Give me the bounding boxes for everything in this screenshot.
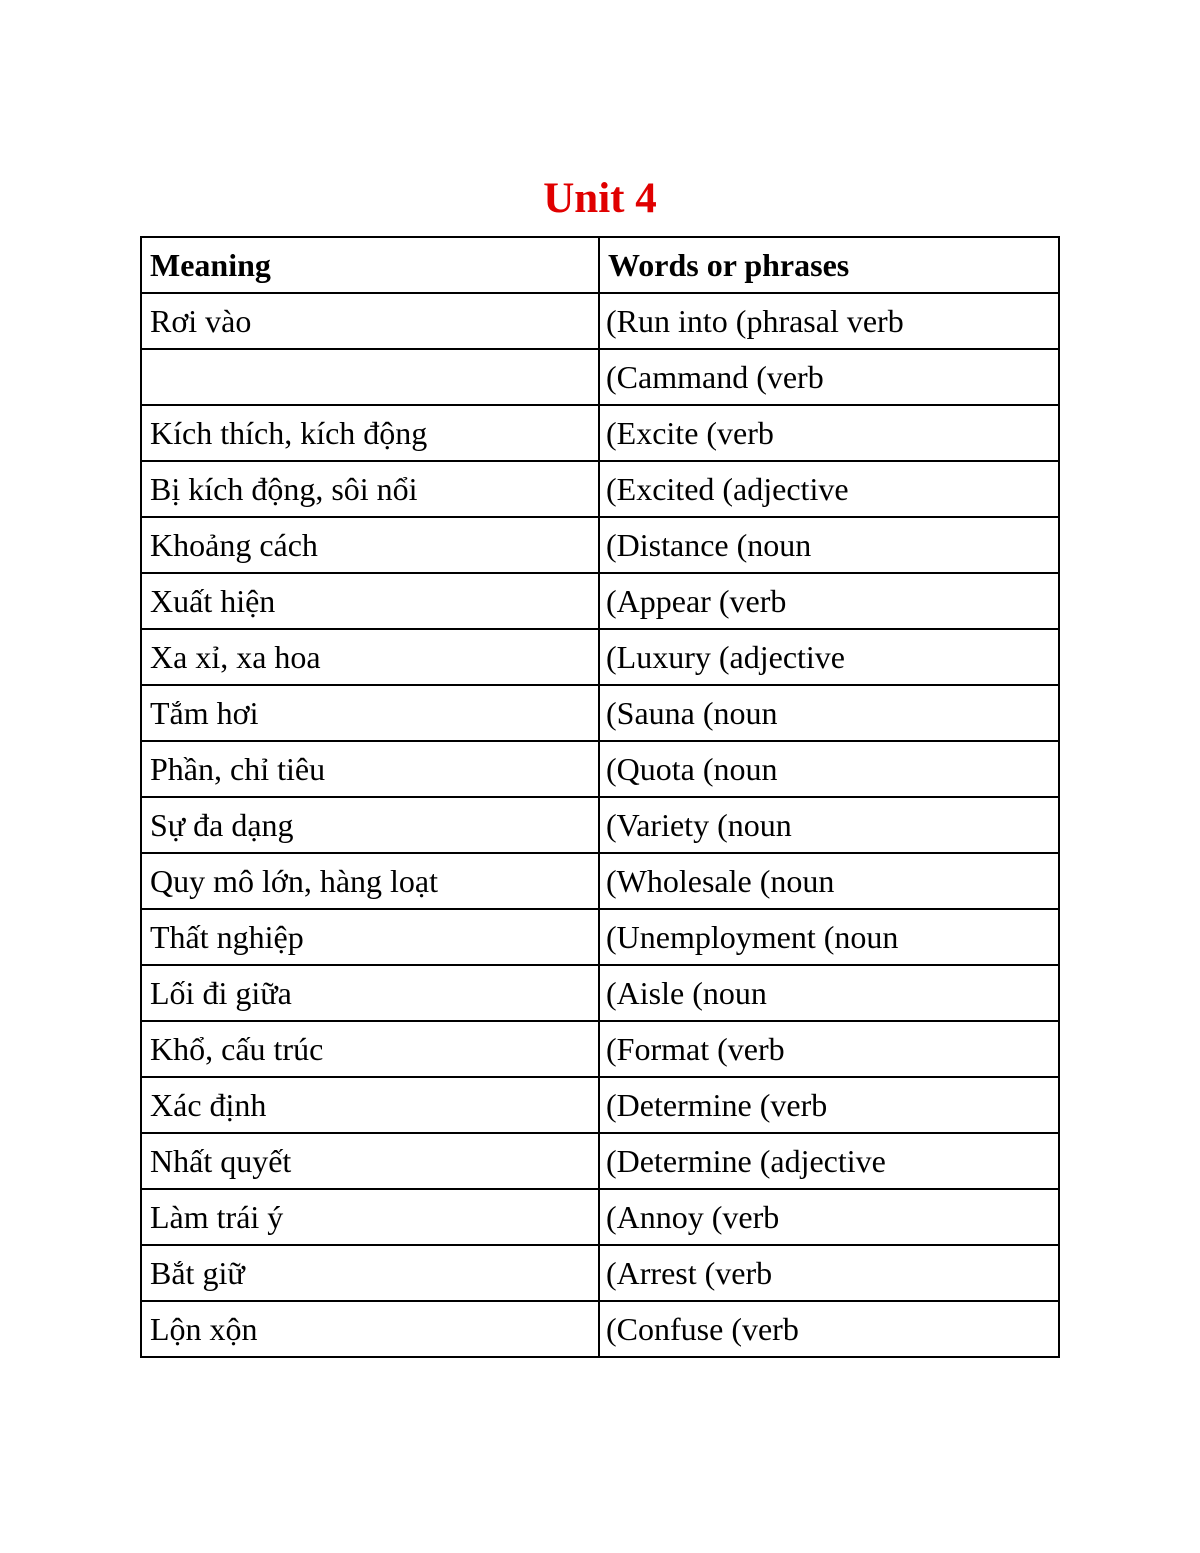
table-body	[141, 293, 1059, 1357]
table-row	[141, 1021, 1059, 1077]
word-cell: (Determine (verb	[599, 1077, 1059, 1133]
word-cell: (Arrest (verb	[599, 1245, 1059, 1301]
table-row	[141, 685, 1059, 741]
table-row	[141, 349, 1059, 405]
meaning-cell: Lối đi giữa	[141, 965, 599, 1021]
meaning-cell: Rơi vào	[141, 293, 599, 349]
table-row	[141, 909, 1059, 965]
word-cell: (Wholesale (noun	[599, 853, 1059, 909]
word-cell: (Run into (phrasal verb	[599, 293, 1059, 349]
meaning-cell: Phần, chỉ tiêu	[141, 741, 599, 797]
meaning-cell: Bị kích động, sôi nổi	[141, 461, 599, 517]
meaning-cell: Nhất quyết	[141, 1133, 599, 1189]
meaning-cell: Xuất hiện	[141, 573, 599, 629]
word-cell: (Cammand (verb	[599, 349, 1059, 405]
table-row	[141, 1245, 1059, 1301]
column-header-meaning: Meaning	[141, 237, 599, 293]
table-row	[141, 741, 1059, 797]
word-cell: (Determine (adjective	[599, 1133, 1059, 1189]
meaning-cell: Kích thích, kích động	[141, 405, 599, 461]
word-cell: (Quota (noun	[599, 741, 1059, 797]
meaning-cell: Bắt giữ	[141, 1245, 599, 1301]
table-row	[141, 629, 1059, 685]
word-cell: (Format (verb	[599, 1021, 1059, 1077]
meaning-cell: Xác định	[141, 1077, 599, 1133]
table-row	[141, 293, 1059, 349]
word-cell: (Excite (verb	[599, 405, 1059, 461]
table-row	[141, 965, 1059, 1021]
meaning-cell: Lộn xộn	[141, 1301, 599, 1357]
meaning-cell	[141, 349, 599, 405]
word-cell: (Confuse (verb	[599, 1301, 1059, 1357]
table-row	[141, 461, 1059, 517]
word-cell: (Luxury (adjective	[599, 629, 1059, 685]
word-cell: (Excited (adjective	[599, 461, 1059, 517]
meaning-cell: Sự đa dạng	[141, 797, 599, 853]
table-row	[141, 517, 1059, 573]
word-cell: (Unemployment (noun	[599, 909, 1059, 965]
word-cell: (Sauna (noun	[599, 685, 1059, 741]
meaning-cell: Khổ, cấu trúc	[141, 1021, 599, 1077]
table-row	[141, 1077, 1059, 1133]
word-cell: (Annoy (verb	[599, 1189, 1059, 1245]
page-title: Unit 4	[543, 174, 657, 222]
table-row	[141, 1133, 1059, 1189]
word-cell: (Distance (noun	[599, 517, 1059, 573]
column-header-words: Words or phrases	[599, 237, 1059, 293]
meaning-cell: Thất nghiệp	[141, 909, 599, 965]
word-cell: (Appear (verb	[599, 573, 1059, 629]
vocabulary-table	[140, 236, 1060, 1358]
meaning-cell: Làm trái ý	[141, 1189, 599, 1245]
table-row	[141, 853, 1059, 909]
table-header-row	[141, 237, 1059, 293]
table-row	[141, 573, 1059, 629]
word-cell: (Variety (noun	[599, 797, 1059, 853]
meaning-cell: Quy mô lớn, hàng loạt	[141, 853, 599, 909]
meaning-cell: Tắm hơi	[141, 685, 599, 741]
table-row	[141, 1301, 1059, 1357]
table-row	[141, 797, 1059, 853]
meaning-cell: Khoảng cách	[141, 517, 599, 573]
table-row	[141, 405, 1059, 461]
meaning-cell: Xa xỉ, xa hoa	[141, 629, 599, 685]
table-row	[141, 1189, 1059, 1245]
word-cell: (Aisle (noun	[599, 965, 1059, 1021]
